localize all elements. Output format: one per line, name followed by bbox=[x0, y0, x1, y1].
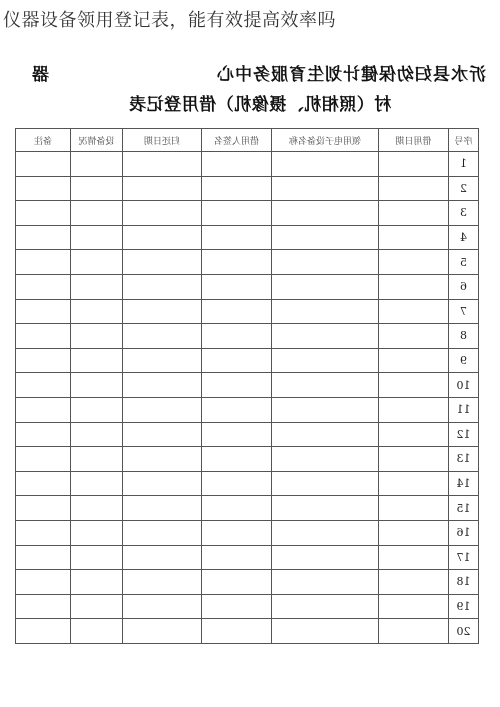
table-row bbox=[16, 373, 479, 398]
table-cell[interactable] bbox=[379, 447, 449, 472]
table-cell[interactable] bbox=[71, 299, 123, 324]
column-header: 归还日期 bbox=[123, 129, 202, 152]
table-row bbox=[16, 594, 479, 619]
table-cell[interactable] bbox=[71, 201, 123, 226]
table-cell[interactable] bbox=[123, 176, 202, 201]
table-cell[interactable] bbox=[123, 201, 202, 226]
table-cell[interactable] bbox=[272, 422, 379, 447]
table-cell[interactable] bbox=[379, 570, 449, 595]
column-header: 备注 bbox=[16, 129, 71, 152]
table-cell[interactable] bbox=[123, 225, 202, 250]
table-cell[interactable] bbox=[123, 570, 202, 595]
column-header: 领用电子设备名称 bbox=[272, 129, 379, 152]
table-row bbox=[16, 545, 479, 570]
row-number: 4 bbox=[449, 225, 479, 250]
table-row bbox=[16, 152, 479, 177]
table-cell[interactable] bbox=[202, 520, 272, 545]
table-cell[interactable] bbox=[16, 152, 71, 177]
register-table bbox=[15, 128, 479, 644]
row-number: 13 bbox=[449, 447, 479, 472]
table-cell[interactable] bbox=[202, 176, 272, 201]
table-cell[interactable] bbox=[202, 496, 272, 521]
table-cell[interactable] bbox=[71, 545, 123, 570]
table-cell[interactable] bbox=[272, 570, 379, 595]
row-number: 17 bbox=[449, 545, 479, 570]
row-number: 15 bbox=[449, 496, 479, 521]
table-cell[interactable] bbox=[272, 373, 379, 398]
table-cell[interactable] bbox=[16, 299, 71, 324]
table-cell[interactable] bbox=[202, 397, 272, 422]
table-cell[interactable] bbox=[379, 225, 449, 250]
table-cell[interactable] bbox=[272, 250, 379, 275]
table-cell[interactable] bbox=[379, 373, 449, 398]
table-row bbox=[16, 348, 479, 373]
column-header: 序号 bbox=[449, 129, 479, 152]
row-number: 12 bbox=[449, 422, 479, 447]
table-cell[interactable] bbox=[202, 299, 272, 324]
table-cell[interactable] bbox=[379, 299, 449, 324]
table-row bbox=[16, 447, 479, 472]
table-cell[interactable] bbox=[71, 348, 123, 373]
table-cell[interactable] bbox=[202, 324, 272, 349]
table-cell[interactable] bbox=[272, 201, 379, 226]
table-cell[interactable] bbox=[71, 176, 123, 201]
table-cell[interactable] bbox=[16, 496, 71, 521]
row-number: 9 bbox=[449, 348, 479, 373]
table-cell[interactable] bbox=[123, 471, 202, 496]
table-cell[interactable] bbox=[379, 422, 449, 447]
table-cell[interactable] bbox=[202, 152, 272, 177]
table-cell[interactable] bbox=[16, 570, 71, 595]
row-number: 2 bbox=[449, 176, 479, 201]
table-cell[interactable] bbox=[123, 324, 202, 349]
table-cell[interactable] bbox=[71, 274, 123, 299]
form-header bbox=[16, 60, 486, 85]
table-cell[interactable] bbox=[16, 324, 71, 349]
table-cell[interactable] bbox=[71, 373, 123, 398]
table-cell[interactable] bbox=[71, 520, 123, 545]
table-cell[interactable] bbox=[379, 545, 449, 570]
table-cell[interactable] bbox=[272, 225, 379, 250]
row-number: 20 bbox=[449, 619, 479, 644]
table-cell[interactable] bbox=[123, 274, 202, 299]
table-row bbox=[16, 176, 479, 201]
table-cell[interactable] bbox=[272, 447, 379, 472]
table-cell[interactable] bbox=[272, 152, 379, 177]
table-cell[interactable] bbox=[272, 545, 379, 570]
table-cell[interactable] bbox=[379, 619, 449, 644]
table-cell[interactable] bbox=[71, 447, 123, 472]
table-cell[interactable] bbox=[71, 594, 123, 619]
form-subtitle: 村（照相机、摄像机）借用登记表 bbox=[128, 95, 392, 115]
table-row bbox=[16, 471, 479, 496]
table-header-row bbox=[16, 129, 479, 152]
row-number: 8 bbox=[449, 324, 479, 349]
table-cell[interactable] bbox=[16, 397, 71, 422]
table-row bbox=[16, 520, 479, 545]
table-cell[interactable] bbox=[202, 594, 272, 619]
table-cell[interactable] bbox=[272, 299, 379, 324]
table-row bbox=[16, 299, 479, 324]
row-number: 10 bbox=[449, 373, 479, 398]
row-number: 1 bbox=[449, 152, 479, 177]
table-cell[interactable] bbox=[71, 152, 123, 177]
table-cell[interactable] bbox=[16, 447, 71, 472]
table-cell[interactable] bbox=[123, 447, 202, 472]
table-cell[interactable] bbox=[71, 324, 123, 349]
table-cell[interactable] bbox=[123, 152, 202, 177]
column-header: 借用人签名 bbox=[202, 129, 272, 152]
table-row bbox=[16, 422, 479, 447]
column-header: 借用日期 bbox=[379, 129, 449, 152]
table-cell[interactable] bbox=[16, 250, 71, 275]
table-cell[interactable] bbox=[202, 471, 272, 496]
table-cell[interactable] bbox=[71, 225, 123, 250]
table-cell[interactable] bbox=[202, 201, 272, 226]
table-cell[interactable] bbox=[71, 250, 123, 275]
row-number: 16 bbox=[449, 520, 479, 545]
org-title: 沂水县妇幼保健计划生育服务中心 bbox=[216, 65, 486, 85]
table-cell[interactable] bbox=[379, 152, 449, 177]
table-cell[interactable] bbox=[123, 397, 202, 422]
table-cell[interactable] bbox=[272, 274, 379, 299]
table-cell[interactable] bbox=[202, 373, 272, 398]
table-cell[interactable] bbox=[123, 250, 202, 275]
table-cell[interactable] bbox=[123, 373, 202, 398]
table-cell[interactable] bbox=[16, 545, 71, 570]
table-row bbox=[16, 225, 479, 250]
table-cell[interactable] bbox=[123, 545, 202, 570]
table-cell[interactable] bbox=[379, 250, 449, 275]
table-cell[interactable] bbox=[379, 594, 449, 619]
table-cell[interactable] bbox=[71, 496, 123, 521]
table-cell[interactable] bbox=[16, 348, 71, 373]
table-cell[interactable] bbox=[272, 619, 379, 644]
table-cell[interactable] bbox=[379, 201, 449, 226]
table-cell[interactable] bbox=[123, 496, 202, 521]
table-cell[interactable] bbox=[202, 250, 272, 275]
table-cell[interactable] bbox=[379, 520, 449, 545]
table-body bbox=[16, 152, 479, 644]
table-cell[interactable] bbox=[123, 422, 202, 447]
table-row bbox=[16, 324, 479, 349]
header-tag: 器 bbox=[32, 65, 49, 85]
row-number: 19 bbox=[449, 594, 479, 619]
table-cell[interactable] bbox=[123, 348, 202, 373]
table-cell[interactable] bbox=[272, 324, 379, 349]
table-row bbox=[16, 570, 479, 595]
row-number: 6 bbox=[449, 274, 479, 299]
table-cell[interactable] bbox=[123, 619, 202, 644]
table-cell[interactable] bbox=[202, 422, 272, 447]
column-header: 设备情况 bbox=[71, 129, 123, 152]
table-cell[interactable] bbox=[379, 397, 449, 422]
table-cell[interactable] bbox=[71, 422, 123, 447]
row-number: 14 bbox=[449, 471, 479, 496]
table-cell[interactable] bbox=[272, 520, 379, 545]
table-cell[interactable] bbox=[379, 348, 449, 373]
table-cell[interactable] bbox=[272, 397, 379, 422]
table-cell[interactable] bbox=[379, 324, 449, 349]
table-cell[interactable] bbox=[16, 225, 71, 250]
row-number: 7 bbox=[449, 299, 479, 324]
table-cell[interactable] bbox=[202, 225, 272, 250]
row-number: 5 bbox=[449, 250, 479, 275]
table-cell[interactable] bbox=[272, 176, 379, 201]
row-number: 11 bbox=[449, 397, 479, 422]
table-row bbox=[16, 250, 479, 275]
table-cell[interactable] bbox=[16, 201, 71, 226]
table-cell[interactable] bbox=[379, 496, 449, 521]
table-cell[interactable] bbox=[71, 397, 123, 422]
table-cell[interactable] bbox=[202, 447, 272, 472]
table-cell[interactable] bbox=[16, 471, 71, 496]
table-cell[interactable] bbox=[379, 471, 449, 496]
table-cell[interactable] bbox=[16, 422, 71, 447]
table-row bbox=[16, 201, 479, 226]
table-cell[interactable] bbox=[16, 274, 71, 299]
table-cell[interactable] bbox=[123, 594, 202, 619]
table-cell[interactable] bbox=[202, 570, 272, 595]
table-cell[interactable] bbox=[202, 545, 272, 570]
table-cell[interactable] bbox=[16, 176, 71, 201]
table-cell[interactable] bbox=[71, 570, 123, 595]
table-cell[interactable] bbox=[202, 274, 272, 299]
table-cell[interactable] bbox=[272, 496, 379, 521]
table-cell[interactable] bbox=[272, 594, 379, 619]
row-number: 18 bbox=[449, 570, 479, 595]
table-row bbox=[16, 619, 479, 644]
table-cell[interactable] bbox=[71, 471, 123, 496]
mirrored-form bbox=[0, 40, 500, 707]
table-cell[interactable] bbox=[379, 176, 449, 201]
table-cell[interactable] bbox=[123, 520, 202, 545]
table-cell[interactable] bbox=[202, 619, 272, 644]
table-cell[interactable] bbox=[272, 471, 379, 496]
table-cell[interactable] bbox=[16, 594, 71, 619]
table-cell[interactable] bbox=[379, 274, 449, 299]
question-text: 仪器设备领用登记表，能有效提高效率吗 bbox=[3, 10, 336, 31]
table-cell[interactable] bbox=[202, 348, 272, 373]
table-cell[interactable] bbox=[16, 373, 71, 398]
row-number: 3 bbox=[449, 201, 479, 226]
table-row bbox=[16, 274, 479, 299]
scanned-form-image bbox=[0, 40, 500, 707]
table-row bbox=[16, 397, 479, 422]
table-cell[interactable] bbox=[16, 619, 71, 644]
table-row bbox=[16, 496, 479, 521]
table-cell[interactable] bbox=[71, 619, 123, 644]
table-cell[interactable] bbox=[272, 348, 379, 373]
table-cell[interactable] bbox=[16, 520, 71, 545]
table-cell[interactable] bbox=[123, 299, 202, 324]
